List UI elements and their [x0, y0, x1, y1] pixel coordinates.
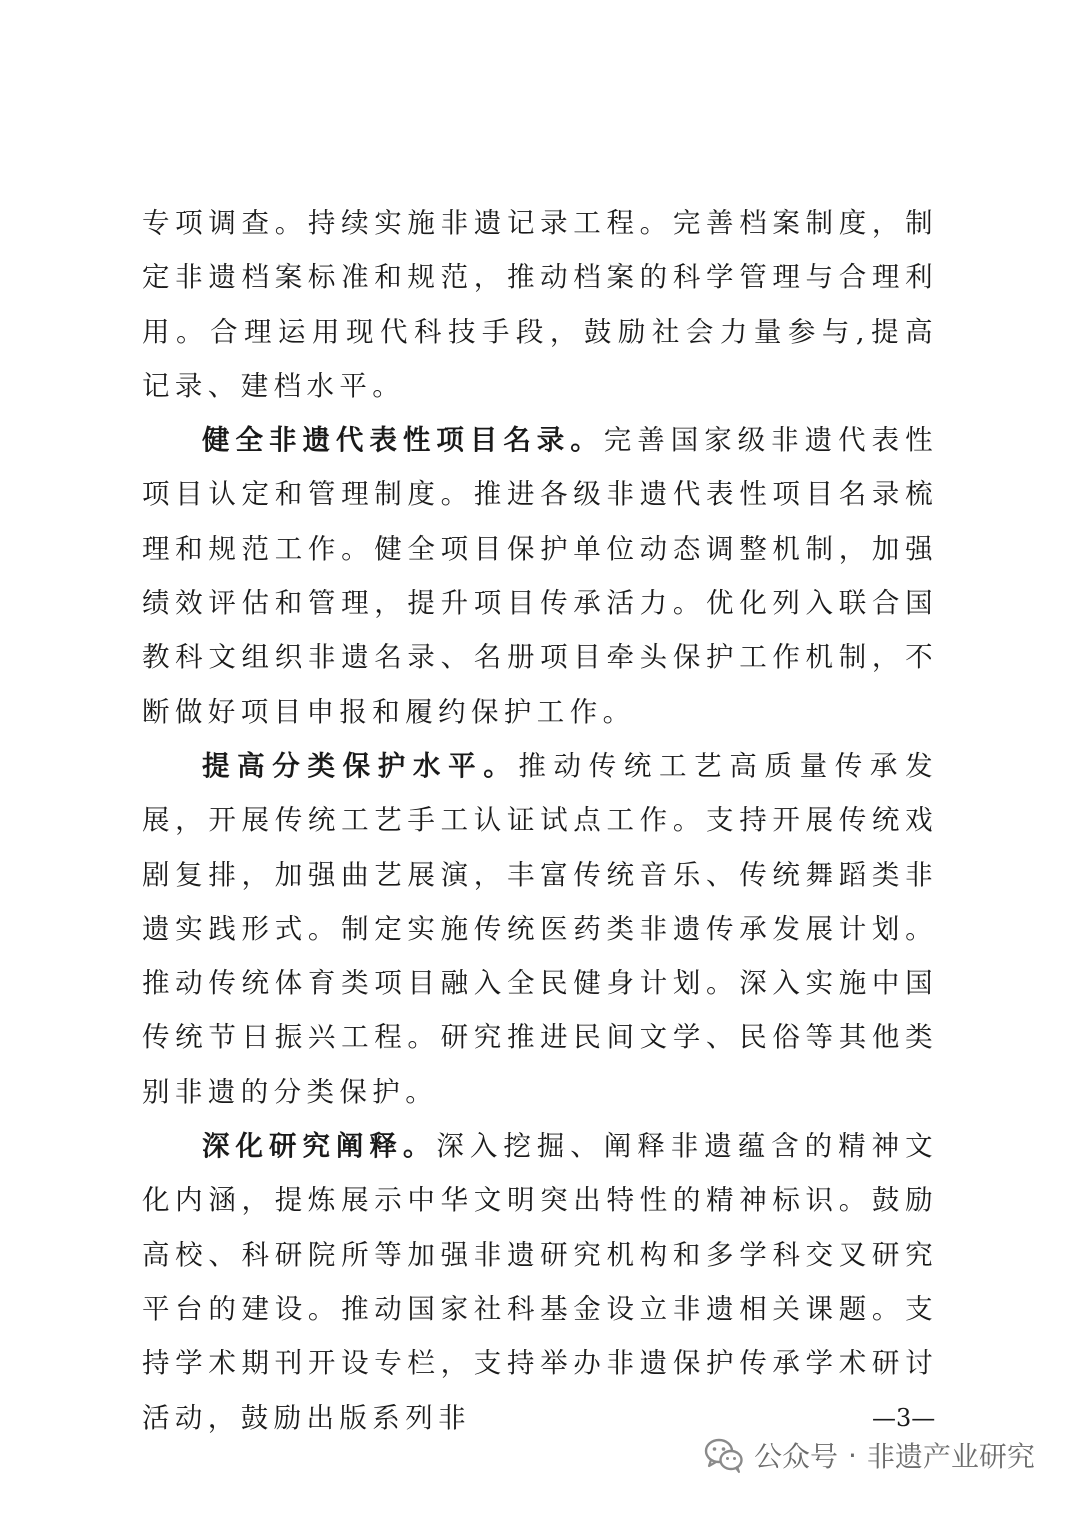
watermark-prefix: 公众号	[754, 1440, 839, 1473]
paragraph-lead: 健全非遗代表性项目名录。	[202, 424, 604, 457]
paragraph-lead: 提高分类保护水平。	[202, 749, 519, 782]
page-number: —3—	[872, 1404, 936, 1432]
watermark-separator: ·	[848, 1438, 857, 1472]
paragraph-lead: 深化研究阐释。	[202, 1130, 437, 1163]
paragraph-heritage-list	[142, 413, 938, 739]
paragraph-text: 推动传统工艺高质量传承发展，开展传统工艺手工认证试点工作。支持开展传统戏剧复排，加强曲艺展演，丰富传统音乐、传统舞蹈类非遗实践形式。制定实施传统医药类非遗传承发展计划。推动传统体育类项目融入全民健身计划。深入实施中国传统节日振兴工程。研究推进民间文学、民俗等其他类别非遗的分类保护。	[142, 749, 938, 1108]
paragraph-text: 深入挖掘、阐释非遗蕴含的精神文化内涵，提炼展示中华文明突出特性的精神标识。鼓励高校、科研院所等加强非遗研究机构和多学科交叉研究平台的建设。推动国家社科基金设立非遗相关课题。支持学术期刊开设专栏，支持举办非遗保护传承学术研讨活动，鼓励出版系列非	[142, 1130, 938, 1434]
paragraph-classified-protection	[142, 739, 938, 1119]
wechat-icon	[704, 1437, 744, 1473]
watermark-account-name: 非遗产业研究	[866, 1440, 1035, 1473]
document-body	[142, 196, 938, 1445]
paragraph-text: 专项调查。持续实施非遗记录工程。完善档案制度，制定非遗档案标准和规范，推动档案的科学管理与合理利用。合理运用现代科技手段，鼓励社会力量参与,提高记录、建档水平。	[142, 207, 938, 402]
account-watermark	[704, 1427, 1035, 1483]
paragraph-text: 完善国家级非遗代表性项目认定和管理制度。推进各级非遗代表性项目名录梳理和规范工作。健全项目保护单位动态调整机制，加强绩效评估和管理，提升项目传承活力。优化列入联合国教科文组织非遗名录、名册项目牵头保护工作机制，不断做好项目申报和履约保护工作。	[142, 424, 938, 728]
paragraph-research	[142, 1119, 938, 1445]
paragraph-continuation	[142, 196, 938, 413]
